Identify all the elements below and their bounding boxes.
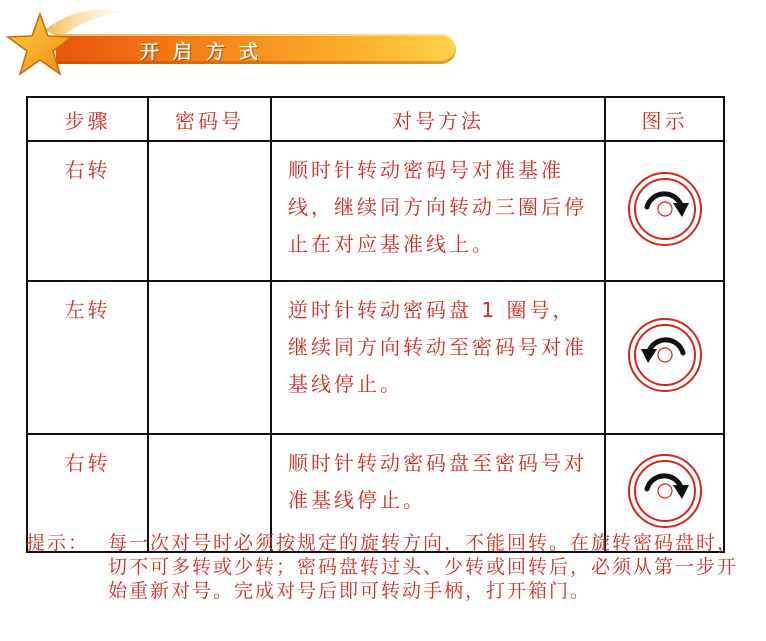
step-cell: 右转 (27, 434, 148, 552)
header-step: 步骤 (27, 97, 148, 141)
header-method: 对号方法 (271, 97, 605, 141)
table-header-row (27, 97, 724, 141)
code-cell (148, 141, 271, 281)
star-icon (0, 0, 120, 90)
section-banner (0, 0, 470, 90)
counterclockwise-dial-icon (625, 315, 705, 395)
code-cell (148, 281, 271, 434)
table-row (27, 281, 724, 434)
tip-label: 提示： (26, 532, 90, 554)
method-cell: 顺时针转动密码盘至密码号对准基线停止。 (271, 434, 605, 552)
table-row (27, 141, 724, 281)
banner-title: 开启方式 (140, 41, 273, 63)
tip-body: 每一次对号时必须按规定的旋转方向，不能回转。在旋转密码盘时，切不可多转或少转；密码盘转过头、少转或回转后，必须从第一步开始重新对号。完成对号后即可转动手柄，打开箱门。 (108, 532, 739, 602)
header-diagram: 图示 (605, 97, 724, 141)
step-cell: 左转 (27, 281, 148, 434)
steps-table (26, 96, 725, 553)
header-code: 密码号 (148, 97, 271, 141)
diagram-cell (605, 141, 724, 281)
clockwise-dial-icon (625, 451, 705, 531)
clockwise-dial-icon (625, 169, 705, 249)
method-cell: 逆时针转动密码盘 1 圈号，继续同方向转动至密码号对准基线停止。 (271, 281, 605, 434)
method-cell: 顺时针转动密码号对准基准线，继续同方向转动三圈后停止在对应基准线上。 (271, 141, 605, 281)
diagram-cell (605, 281, 724, 434)
step-cell: 右转 (27, 141, 148, 281)
